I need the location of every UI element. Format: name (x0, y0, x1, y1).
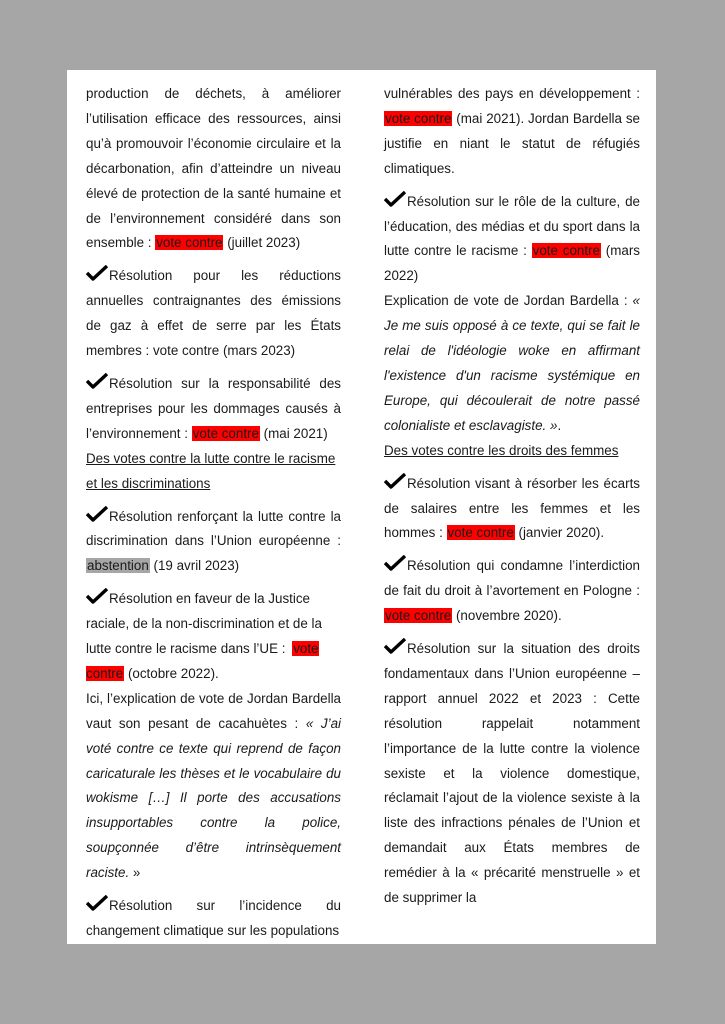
checkmark-icon (86, 588, 108, 604)
document-page (67, 70, 656, 944)
paragraph-climate-refugees: vulnérables des pays en développement : vote contre (mai 2021). Jordan Bardella se justifie en niant le statut de réfugiés climatiques. (384, 86, 640, 176)
vote-badge: vote contre (532, 243, 600, 259)
vote-badge: vote contre (385, 608, 452, 624)
vote-badge: vote contre (385, 110, 452, 126)
checkmark-icon (86, 373, 108, 389)
vote-badge: vote contre (156, 235, 223, 251)
abstention-badge: abstention (87, 558, 149, 574)
vote-badge: vote contre (447, 525, 514, 541)
resolution-climate-change: Résolution sur l’incidence du changement climatique sur les populations (86, 894, 341, 944)
resolution-discrimination: Résolution renforçant la lutte contre la discrimination dans l’Union européenne : abstention (19 avril 2023) (86, 505, 341, 580)
quote-text: « J’ai voté contre ce texte qui reprend de façon caricaturale les thèses et le vocabulaire du wokisme […] Il porte des accusations insupportables contre la police, soupçonnée d’être intrinsèquement raciste. (86, 715, 342, 881)
left-column (86, 82, 341, 952)
checkmark-icon (384, 191, 406, 207)
resolution-racial-justice: Résolution en faveur de la Justice raciale, de la non-discrimination et de la lutte contre le racisme dans l’UE : vote contre (octobre 2022). (86, 587, 341, 687)
vote-badge: vote contre (86, 641, 319, 681)
checkmark-icon (384, 473, 406, 489)
section-heading-racism: Des votes contre la lutte contre le racisme et les discriminations (86, 450, 336, 491)
resolution-fundamental-rights: Résolution sur la situation des droits fondamentaux dans l’Union européenne – rapport annuel 2022 et 2023 : Cette résolution rappelait notamment l’importance de la lutte contre la violence sexiste et la violence domestique, réclamait l’ajout de la violence sexiste à la liste des infractions pénales de l’Union et demandait aux États membres de remédier à la « précarité menstruelle » et de supprimer la (384, 637, 640, 911)
quote-text: « Je me suis opposé à ce texte, qui se fait le relai de l'idéologie woke en affirmant l'existence d'un racisme systémique en Europe, qui découlerait de notre passé colonialiste et esclavagiste. » (384, 293, 640, 433)
paragraph-circular-economy: production de déchets, à améliorer l’utilisation efficace des ressources, ainsi qu’à promouvoir l’économie circulaire et la décarbonation, afin d’atteindre un niveau élevé de protection de la santé humaine et de l’environnement considéré dans son ensemble : vote contre (juillet 2023) (86, 86, 341, 251)
right-column (384, 82, 640, 919)
checkmark-icon (86, 506, 108, 522)
resolution-pay-gap: Résolution visant à résorber les écarts de salaires entre les femmes et les hommes : vote contre (janvier 2020). (384, 472, 640, 547)
bardella-explanation-left: Ici, l’explication de vote de Jordan Bardella vaut son pesant de cacahuètes : « J’ai voté contre ce texte qui reprend de façon caricaturale les thèses et le vocabulaire du wokisme […] Il porte des accusations insupportables contre la police, soupçonnée d’être intrinsèquement raciste. » (86, 690, 342, 881)
checkmark-icon (384, 638, 406, 654)
checkmark-icon (86, 895, 108, 911)
checkmark-icon (86, 265, 108, 281)
bardella-explanation-right: Explication de vote de Jordan Bardella : « Je me suis opposé à ce texte, qui se fait le relai de l'idéologie woke en affirmant l'existence d'un racisme systémique en Europe, qui découlerait de notre passé colonialiste et esclavagiste. ». (384, 293, 640, 433)
resolution-abortion-poland: Résolution qui condamne l’interdiction de fait du droit à l’avortement en Pologne : vote contre (novembre 2020). (384, 554, 640, 629)
resolution-emissions: Résolution pour les réductions annuelles contraignantes des émissions de gaz à effet de serre par les États membres : vote contre (mars 2023) (86, 264, 341, 364)
checkmark-icon (384, 555, 406, 571)
resolution-culture-racism: Résolution sur le rôle de la culture, de l’éducation, des médias et du sport dans la lutte contre le racisme : vote contre (mars 2022) (384, 190, 640, 290)
section-heading-women: Des votes contre les droits des femmes (384, 442, 619, 458)
vote-badge: vote contre (152, 343, 220, 359)
resolution-environment-damage: Résolution sur la responsabilité des entreprises pour les dommages causés à l’environnement : vote contre (mai 2021) (86, 372, 341, 447)
vote-badge: vote contre (192, 425, 259, 441)
